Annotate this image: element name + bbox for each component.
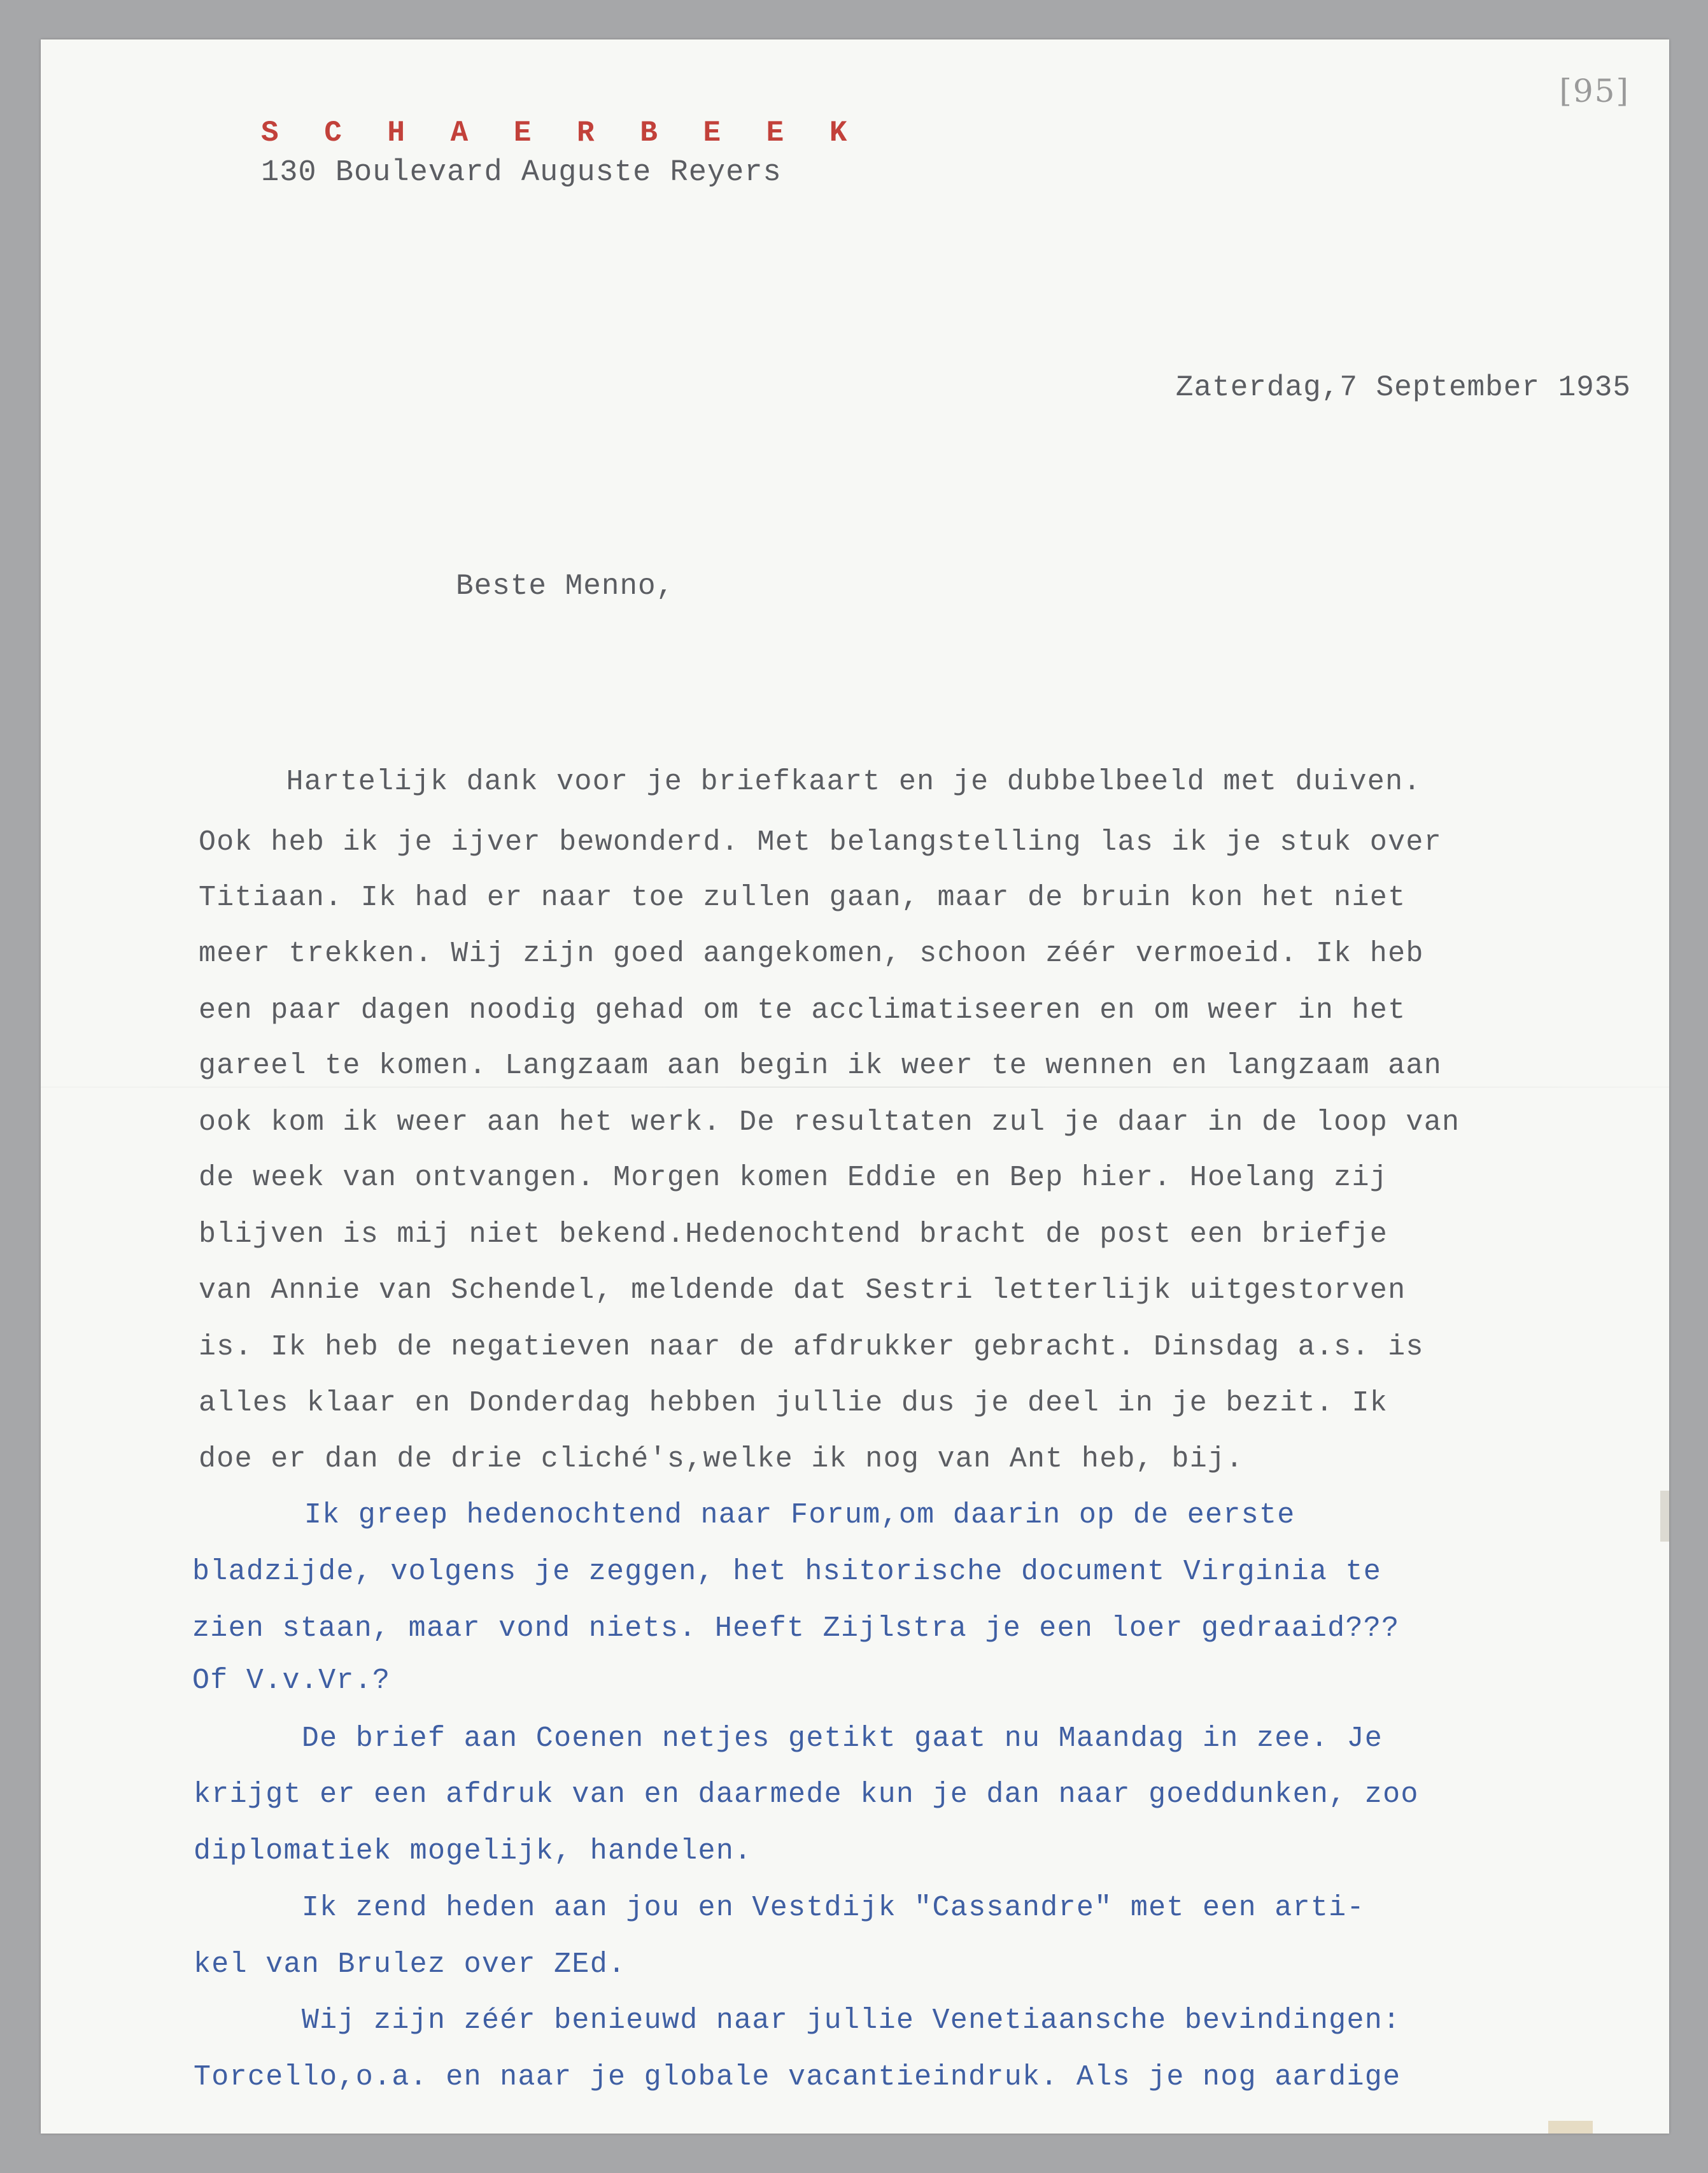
paper-edge-mark	[1548, 2121, 1593, 2134]
paper-edge-mark	[1660, 1491, 1669, 1542]
body-line: Ik zend heden aan jou en Vestdijk "Cassandre" met een arti-	[194, 1892, 1365, 1924]
body-line: doe er dan de drie cliché's,welke ik nog van Ant heb, bij.	[199, 1443, 1244, 1475]
letterhead-address: 130 Boulevard Auguste Reyers	[261, 156, 782, 190]
body-line: de week van ontvangen. Morgen komen Eddie en Bep hier. Hoelang zij	[199, 1162, 1388, 1194]
letter-date: Zaterdag,7 September 1935	[1175, 371, 1631, 404]
body-line: is. Ik heb de negatieven naar de afdrukker gebracht. Dinsdag a.s. is	[199, 1331, 1424, 1363]
body-line: kel van Brulez over ZEd.	[194, 1948, 626, 1981]
body-line: meer trekken. Wij zijn goed aangekomen, schoon zéér vermoeid. Ik heb	[199, 938, 1424, 970]
body-line: van Annie van Schendel, meldende dat Sestri letterlijk uitgestorven	[199, 1274, 1406, 1307]
body-line: bladzijde, volgens je zeggen, het hsitorische document Virginia te	[192, 1556, 1382, 1588]
body-line: Of V.v.Vr.?	[192, 1664, 391, 1697]
letterhead-name: S C H A E R B E E K	[261, 116, 861, 150]
body-line: Wij zijn zéér benieuwd naar jullie Venetiaansche bevindingen:	[194, 2004, 1401, 2037]
body-line: De brief aan Coenen netjes getikt gaat nu Maandag in zee. Je	[194, 1722, 1383, 1755]
letter-page	[41, 39, 1669, 2134]
archive-number: [95]	[1559, 73, 1630, 109]
body-line: alles klaar en Donderdag hebben jullie dus je deel in je bezit. Ik	[199, 1387, 1388, 1419]
body-line: krijgt er een afdruk van en daarmede kun je dan naar goeddunken, zoo	[194, 1778, 1419, 1811]
body-line: Ook heb ik je ijver bewonderd. Met belangstelling las ik je stuk over	[199, 826, 1443, 859]
salutation: Beste Menno,	[456, 570, 675, 603]
fold-line	[41, 1086, 1669, 1088]
body-line: Hartelijk dank voor je briefkaart en je dubbelbeeld met duiven.	[196, 766, 1422, 798]
body-line: blijven is mij niet bekend.Hedenochtend bracht de post een briefje	[199, 1218, 1388, 1251]
body-line: Ik greep hedenochtend naar Forum,om daarin op de eerste	[196, 1499, 1295, 1531]
body-line: diplomatiek mogelijk, handelen.	[194, 1835, 752, 1867]
body-line: Titiaan. Ik had er naar toe zullen gaan, maar de bruin kon het niet	[199, 882, 1406, 914]
body-line: zien staan, maar vond niets. Heeft Zijlstra je een loer gedraaid???	[192, 1612, 1400, 1645]
body-line: gareel te komen. Langzaam aan begin ik weer te wennen en langzaam aan	[199, 1050, 1443, 1082]
body-line: ook kom ik weer aan het werk. De resultaten zul je daar in de loop van	[199, 1106, 1460, 1139]
body-line: Torcello,o.a. en naar je globale vacantieindruk. Als je nog aardige	[194, 2061, 1401, 2093]
body-line: een paar dagen noodig gehad om te acclimatiseeren en om weer in het	[199, 994, 1406, 1027]
